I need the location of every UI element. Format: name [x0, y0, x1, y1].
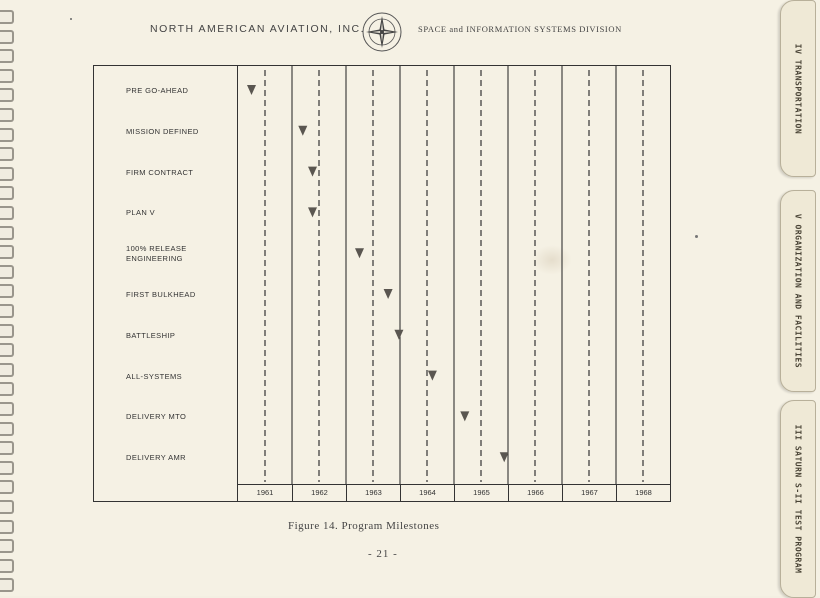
milestone-marker	[460, 411, 469, 421]
binder-ring	[0, 559, 14, 573]
milestone-label: FIRM CONTRACT	[126, 167, 194, 177]
milestone-label: FIRST BULKHEAD	[126, 290, 196, 299]
milestone-marker	[298, 126, 307, 136]
milestone-marker	[500, 452, 509, 462]
binder-ring	[0, 304, 14, 318]
binder-ring	[0, 422, 14, 436]
binder-ring	[0, 206, 14, 220]
section-tab-label: III SATURN S-II TEST PROGRAM	[793, 424, 803, 574]
binder-ring	[0, 10, 14, 24]
section-tab-label: IV TRANSPORTATION	[793, 43, 803, 134]
division-name: SPACE and INFORMATION SYSTEMS DIVISION	[418, 24, 622, 34]
milestone-marker	[355, 248, 364, 258]
binder-ring	[0, 167, 14, 181]
binder-ring	[0, 441, 14, 455]
binder-ring	[0, 69, 14, 83]
binder-ring	[0, 30, 14, 44]
year-tick-label: 1968	[616, 485, 670, 501]
binder-ring	[0, 461, 14, 475]
milestone-marker	[308, 207, 317, 217]
speck-mark	[695, 235, 698, 238]
binder-ring	[0, 128, 14, 142]
binder-ring	[0, 402, 14, 416]
milestone-marker	[428, 371, 437, 381]
page-header	[150, 14, 630, 44]
milestone-label: 100% RELEASE ENGINEERING	[126, 244, 187, 264]
binder-ring	[0, 539, 14, 553]
speck-mark	[70, 18, 72, 20]
year-tick-label: 1961	[256, 488, 274, 497]
milestone-label: MISSION DEFINED	[126, 126, 199, 136]
section-tab[interactable]	[780, 0, 816, 177]
milestone-label-column	[94, 66, 238, 501]
binder-ring	[0, 578, 14, 592]
compass-star-emblem-icon	[360, 10, 404, 54]
year-tick-label: 1963	[346, 485, 400, 501]
year-tick-label: 1962	[292, 485, 346, 501]
binder-ring	[0, 147, 14, 161]
section-tabs	[772, 0, 820, 596]
binder-ring	[0, 108, 14, 122]
milestone-label: PRE GO-AHEAD	[126, 86, 189, 95]
year-tick-label: 1965	[454, 485, 508, 501]
milestone-marker	[308, 167, 317, 177]
year-tick-label: 1967	[562, 485, 616, 501]
milestone-label: PLAN V	[126, 208, 156, 218]
company-name: NORTH AMERICAN AVIATION, INC.	[150, 23, 366, 35]
milestone-label: DELIVERY AMR	[126, 453, 186, 463]
section-tab[interactable]	[780, 190, 816, 392]
milestone-marker	[384, 289, 393, 299]
binder-ring	[0, 480, 14, 494]
binder-ring	[0, 265, 14, 279]
binder-ring	[0, 49, 14, 63]
year-axis	[238, 484, 670, 501]
binder-ring	[0, 88, 14, 102]
milestone-chart	[93, 65, 671, 502]
year-tick-label: 1964	[400, 485, 454, 501]
milestone-marker	[247, 85, 256, 95]
binder-ring	[0, 186, 14, 200]
binder-ring	[0, 226, 14, 240]
binder-ring	[0, 500, 14, 514]
section-tab-label: V ORGANIZATION AND FACILITIES	[793, 213, 803, 369]
binder-ring	[0, 324, 14, 338]
binder-rings	[0, 0, 20, 596]
binder-ring	[0, 284, 14, 298]
year-tick-label: 1966	[508, 485, 562, 501]
figure-caption: Figure 14. Program Milestones	[288, 520, 440, 532]
milestone-marker	[394, 330, 403, 340]
binder-ring	[0, 343, 14, 357]
milestone-label: DELIVERY MTO	[126, 412, 187, 422]
binder-ring	[0, 245, 14, 259]
binder-ring	[0, 382, 14, 396]
section-tab[interactable]	[780, 400, 816, 598]
binder-ring	[0, 520, 14, 534]
binder-ring	[0, 363, 14, 377]
page-number: - 21 -	[368, 548, 398, 560]
milestone-label: ALL-SYSTEMS	[126, 371, 183, 381]
milestone-label: BATTLESHIP	[126, 330, 176, 340]
